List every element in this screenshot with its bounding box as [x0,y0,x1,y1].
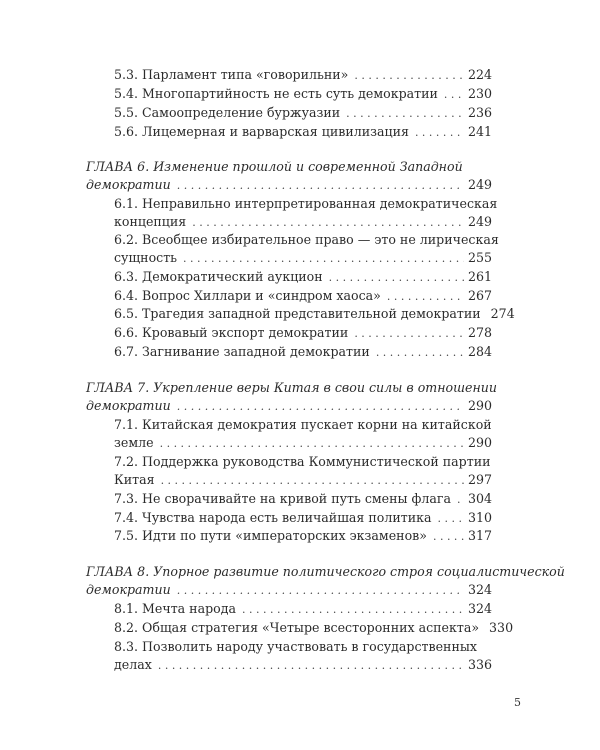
toc-entry-page: 255 [467,250,492,265]
toc-entry-7-4[interactable] [114,510,492,527]
toc-entry-8-3[interactable]: 8.3. Позволить народу участвовать в государственных [114,639,477,654]
toc-entry-title: земле [114,435,154,450]
dot-leader [242,602,464,618]
toc-entry-page: 336 [467,657,492,672]
dot-leader [457,492,464,508]
chapter-6-heading-end[interactable] [86,177,492,194]
toc-entry-page: 317 [467,528,492,543]
toc-entry-6-5[interactable] [114,306,515,323]
dot-leader [160,436,464,452]
dot-leader [444,87,464,103]
dot-leader [158,658,464,674]
toc-entry-title: 7.4. Чувства народа есть величайшая политика [114,510,432,525]
dot-leader [192,215,464,231]
toc-entry-title: 7.5. Идти по пути «императорских экзаменов» [114,528,427,543]
toc-entry-6-2[interactable]: 6.2. Всеобщее избирательное право — это не лирическая [114,232,499,247]
toc-entry-title: 6.7. Загнивание западной демократии [114,344,370,359]
chapter-title: демократии [86,398,171,413]
chapter-8-heading-end[interactable] [86,582,492,599]
toc-entry-page: 297 [467,472,492,487]
chapter-page: 249 [467,177,492,192]
dot-leader [415,125,464,141]
dot-leader [177,178,464,194]
toc-entry-6-1[interactable]: 6.1. Неправильно интерпретированная демократическая [114,196,498,211]
toc-entry-title: 6.3. Демократический аукцион [114,269,323,284]
toc-entry-title: Китая [114,472,155,487]
dot-leader [183,251,464,267]
toc-entry-page: 310 [467,510,492,525]
dot-leader [177,399,464,415]
chapter-7-heading[interactable]: ГЛАВА 7. Укрепление веры Китая в свои силы в отношении [86,380,498,395]
dot-leader [161,473,464,489]
toc-entry-6-3[interactable] [114,269,492,286]
toc-entry-title: 5.4. Многопартийность не есть суть демократии [114,86,438,101]
toc-entry-title: 5.5. Самоопределение буржуазии [114,105,341,120]
toc-entry-title: 6.6. Кровавый экспорт демократии [114,325,349,340]
toc-entry-8-3-end[interactable] [114,657,492,674]
toc-entry-page: 267 [467,288,492,303]
toc-entry-7-1[interactable]: 7.1. Китайская демократия пускает корни на китайской [114,417,492,432]
toc-entry-7-2-end[interactable] [114,472,492,489]
toc-entry-5-6[interactable] [114,124,492,141]
toc-entry-7-5[interactable] [114,528,492,545]
dot-leader [177,583,464,599]
toc-entry-page: 284 [467,344,492,359]
chapter-7-heading-end[interactable] [86,398,492,415]
toc-entry-page: 274 [490,306,515,321]
dot-leader [346,106,464,122]
toc-entry-page: 304 [467,491,492,506]
toc-entry-page: 241 [467,124,492,139]
toc-entry-title: делах [114,657,152,672]
toc-entry-8-2[interactable] [114,620,514,637]
toc-entry-6-2-end[interactable] [114,250,492,267]
toc-entry-title: 5.6. Лицемерная и варварская цивилизация [114,124,409,139]
chapter-page: 290 [467,398,492,413]
toc-entry-title: концепция [114,214,187,229]
toc-entry-page: 249 [467,214,492,229]
dot-leader [376,345,464,361]
dot-leader [433,529,464,545]
toc-entry-title: сущность [114,250,178,265]
chapter-title: демократии [86,582,171,597]
chapter-title: демократии [86,177,171,192]
toc-entry-title: 6.4. Вопрос Хиллари и «синдром хаоса» [114,288,381,303]
toc-entry-title: 6.5. Трагедия западной представительной демократии [114,306,481,321]
dot-leader [437,511,463,527]
toc-entry-6-7[interactable] [114,344,492,361]
toc-entry-6-1-end[interactable] [114,214,492,231]
toc-entry-title: 5.3. Парламент типа «говорильни» [114,67,349,82]
toc-entry-page: 224 [467,67,492,82]
page-number: 5 [514,696,521,709]
toc-entry-7-1-end[interactable] [114,435,492,452]
toc-entry-title: 8.1. Мечта народа [114,601,236,616]
toc-entry-page: 278 [467,325,492,340]
chapter-8-heading[interactable]: ГЛАВА 8. Упорное развитие политического строя социалистической [86,564,565,579]
toc-entry-5-4[interactable] [114,86,492,103]
dot-leader [354,326,464,342]
toc-entry-7-3[interactable] [114,491,492,508]
dot-leader [329,270,464,286]
toc-entry-page: 261 [467,269,492,284]
toc-entry-8-1[interactable] [114,601,492,618]
chapter-6-heading[interactable]: ГЛАВА 6. Изменение прошлой и современной Западной [86,159,463,174]
toc-entry-page: 324 [467,601,492,616]
toc-entry-page: 236 [467,105,492,120]
toc-entry-5-5[interactable] [114,105,492,122]
toc-entry-title: 7.3. Не сворачивайте на кривой путь смены флага [114,491,452,506]
toc-entry-5-3[interactable] [114,67,492,84]
toc-entry-7-2[interactable]: 7.2. Поддержка руководства Коммунистической партии [114,454,491,469]
dot-leader [387,289,464,305]
toc-entry-page: 290 [467,435,492,450]
toc-entry-title: 8.2. Общая стратегия «Четыре всесторонних аспекта» [114,620,480,635]
toc-entry-6-4[interactable] [114,288,492,305]
toc-entry-6-6[interactable] [114,325,492,342]
toc-entry-page: 330 [489,620,514,635]
dot-leader [354,68,464,84]
toc-entry-page: 230 [467,86,492,101]
chapter-page: 324 [467,582,492,597]
